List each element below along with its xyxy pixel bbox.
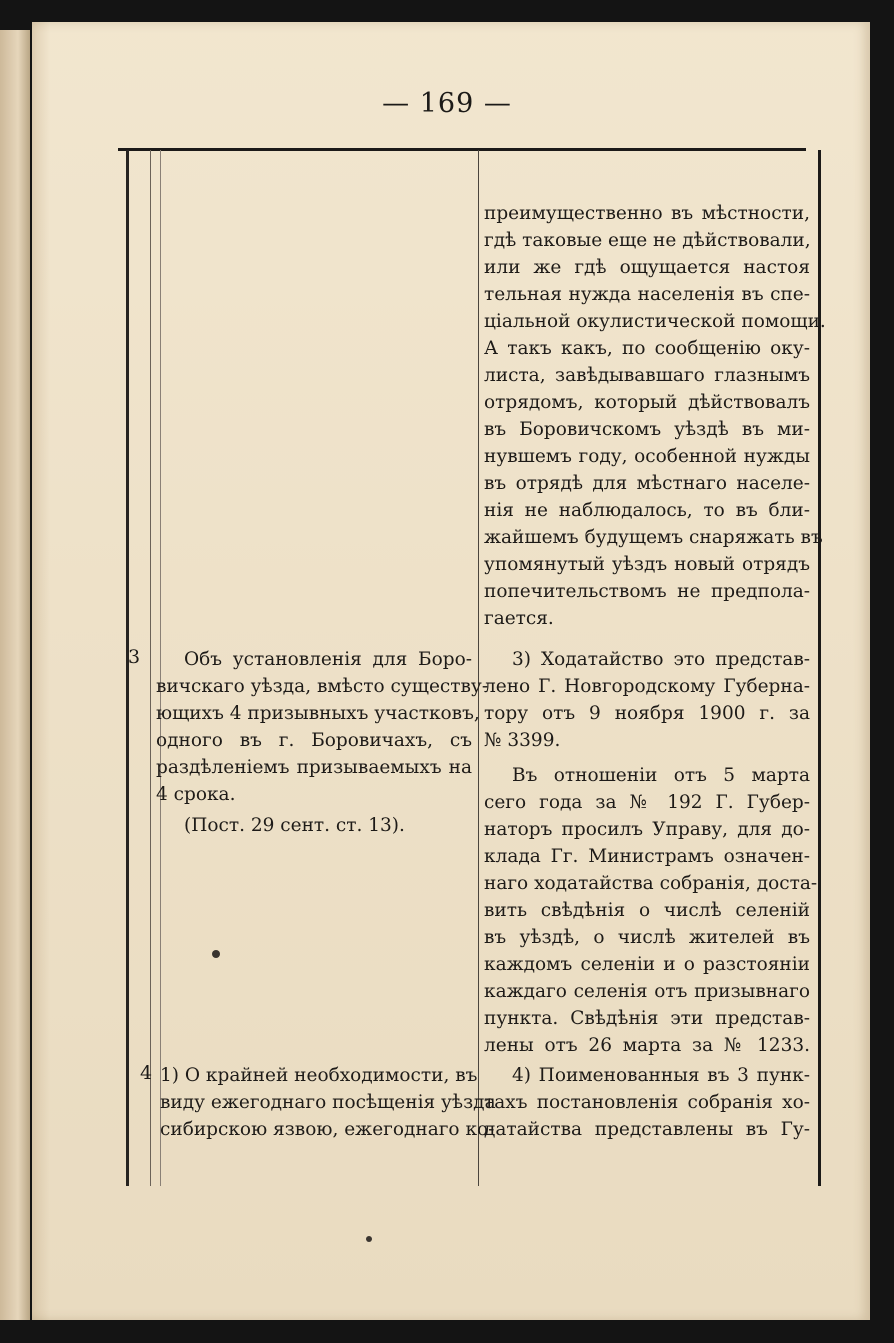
text-line: 3) Ходатайство это представ-	[512, 649, 810, 670]
text-line: виду ежегоднаго посѣщенія уѣзда	[160, 1092, 496, 1113]
text-line: тахъ постановленія собранія хо-	[484, 1092, 810, 1113]
text-line: упомянутый уѣздъ новый отрядъ	[484, 554, 810, 575]
item-number-4: 4	[140, 1062, 153, 1084]
text-line: № 3399.	[484, 730, 561, 751]
text-line: сего года за № 192 Г. Губер-	[484, 792, 810, 813]
text-line: гдѣ таковые еще не дѣйствовали,	[484, 230, 811, 251]
text-line: датайства представлены въ Гу-	[484, 1119, 810, 1140]
page-number: — 169 —	[382, 88, 512, 119]
text-line: отрядомъ, который дѣйствовалъ	[484, 392, 810, 413]
text-line: въ Боровичскомъ уѣздѣ въ ми-	[484, 419, 810, 440]
text-line: въ уѣздѣ, о числѣ жителей въ	[484, 927, 810, 948]
text-line: въ отрядѣ для мѣстнаго населе-	[484, 473, 810, 494]
table-top-rule	[118, 148, 806, 151]
item-3-answer-a	[484, 646, 810, 754]
item-4-question	[160, 1062, 496, 1143]
text-line: клада Гг. Министрамъ означен-	[484, 846, 810, 867]
text-line: тору отъ 9 ноября 1900 г. за	[484, 703, 810, 724]
text-line: наго ходатайства собранія, доста-	[484, 873, 818, 894]
text-line: одного въ г. Боровичахъ, съ	[156, 730, 472, 751]
text-line: 4 срока.	[156, 784, 236, 805]
text-line: лено Г. Новгородскому Губерна-	[484, 676, 810, 697]
item-4-answer	[484, 1062, 810, 1143]
text-line: вить свѣдѣнія о числѣ селеній	[484, 900, 810, 921]
adjacent-page-edge	[0, 30, 30, 1320]
item-number-3: 3	[128, 646, 141, 668]
ink-spot	[366, 1236, 372, 1242]
number-column-divider	[150, 150, 151, 1186]
resolution-reference: (Пост. 29 сент. ст. 13).	[184, 815, 405, 836]
text-line: жайшемъ будущемъ снаряжать въ	[484, 527, 823, 548]
text-line: нія не наблюдалось, то въ бли-	[484, 500, 810, 521]
text-line: преимущественно въ мѣстности,	[484, 203, 810, 224]
text-line: тельная нужда населенія въ спе-	[484, 284, 810, 305]
text-line: пункта. Свѣдѣнія эти представ-	[484, 1008, 810, 1029]
middle-column-divider	[478, 150, 479, 1186]
table-left-rule	[126, 150, 129, 1186]
text-line: нувшемъ году, особенной нужды	[484, 446, 810, 467]
text-line: попечительствомъ не предпола-	[484, 581, 810, 602]
table-right-rule	[818, 150, 821, 1186]
text-line: гается.	[484, 608, 554, 629]
text-line: каждаго селенія отъ призывнаго	[484, 981, 810, 1002]
text-line: сибирскою язвою, ежегоднаго ко-	[160, 1119, 495, 1140]
text-line: листа, завѣдывавшаго глазнымъ	[484, 365, 810, 386]
text-line: 4) Поименованныя въ 3 пунк-	[512, 1065, 810, 1086]
text-line: наторъ просилъ Управу, для до-	[484, 819, 810, 840]
text-line: вичскаго уѣзда, вмѣсто существу-	[156, 676, 489, 697]
text-line: Въ отношеніи отъ 5 марта	[512, 765, 810, 786]
text-line: ціальной окулистической помощи.	[484, 311, 826, 332]
text-line: лены отъ 26 марта за № 1233.	[484, 1035, 810, 1056]
ink-spot	[212, 950, 220, 958]
text-line: ющихъ 4 призывныхъ участковъ,	[156, 703, 480, 724]
item-3-answer-b	[484, 762, 818, 1059]
item-3-question	[156, 646, 489, 839]
text-line: или же гдѣ ощущается настоя	[484, 257, 810, 278]
text-line: Объ установленія для Боро-	[184, 649, 472, 670]
text-line: раздѣленіемъ призываемыхъ на	[156, 757, 472, 778]
text-line: каждомъ селеніи и о разстояніи	[484, 954, 810, 975]
text-line: А такъ какъ, по сообщенію оку-	[484, 338, 810, 359]
section-continuation-right	[484, 200, 826, 632]
text-line: 1) О крайней необходимости, въ	[160, 1065, 478, 1086]
